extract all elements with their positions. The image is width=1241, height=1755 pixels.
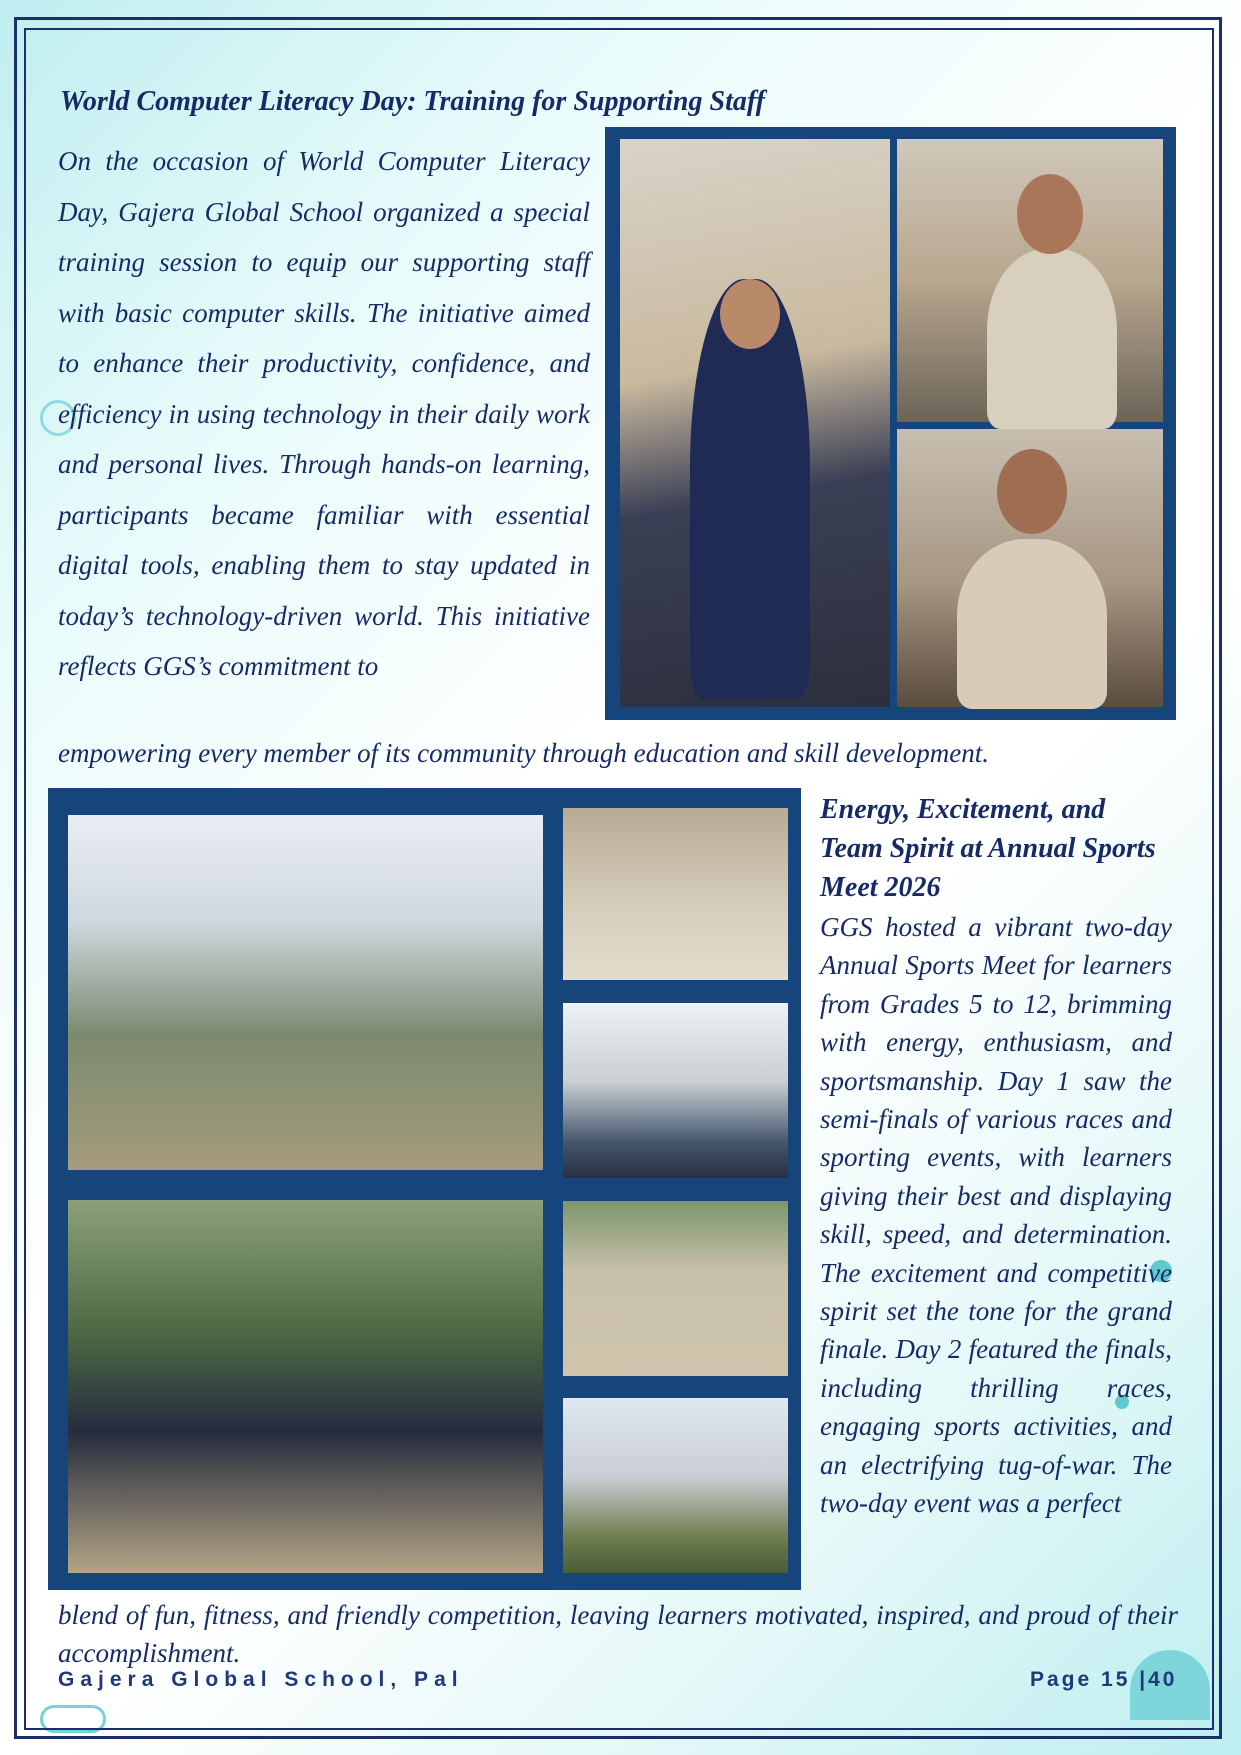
photo-discus-throw	[563, 808, 788, 980]
article-body-end-sports-meet: blend of fun, fitness, and friendly competition, leaving learners motivated, inspired, and proud of their accomplishment.	[58, 1600, 1178, 1668]
article-body-sports-meet: GGS hosted a vibrant two-day Annual Sports Meet for learners from Grades 5 to 12, brimming with energy, enthusiasm, and sportsmanship. Day 1 saw the semi-finals of various races and sporting events, with learners giving their best and displaying skill, speed, and determination. The excitement and competitive spirit set the tone for the grand finale. Day 2 featured the finals, including thrilling races, engaging sports activities, and an electrifying tug-of-war. The two-day event was a perfect	[820, 912, 1172, 1519]
sports-photo-collage	[48, 788, 801, 1590]
person-figure	[987, 249, 1117, 429]
photo-staff-member-1	[897, 139, 1163, 422]
article-title-sports-meet: Energy, Excitement, and Team Spirit at Annual Sports Meet 2026	[820, 794, 1156, 903]
photo-shot-put	[563, 1201, 788, 1376]
footer-school-name: Gajera Global School, Pal	[58, 1668, 464, 1691]
photo-staff-member-2	[897, 429, 1163, 707]
person-head	[720, 279, 780, 349]
photo-march-past	[68, 815, 543, 1170]
article-body-end-computer-literacy: empowering every member of its community through education and skill development.	[58, 738, 990, 768]
article-body-computer-literacy: On the occasion of World Computer Literacy Day, Gajera Global School organized a special training session to equip our supporting staff with basic computer skills. The initiative aimed to enhance their productivity, confidence, and efficiency in using technology in their daily work and personal lives. Through hands-on learning, participants became familiar with essential digital tools, enabling them to stay updated in today’s technology-driven world. This initiative reflects GGS’s commitment to	[58, 146, 590, 681]
training-photo-collage	[605, 127, 1176, 720]
person-figure	[957, 539, 1107, 709]
photo-guests-group	[68, 1200, 543, 1573]
person-head	[1017, 174, 1083, 254]
article-title-computer-literacy: World Computer Literacy Day: Training for Supporting Staff	[60, 86, 765, 117]
photo-high-jump-1	[563, 1003, 788, 1178]
photo-trainer-speaking	[620, 139, 890, 707]
footer-page-number: Page 15 |40	[1030, 1668, 1178, 1691]
person-head	[997, 449, 1067, 534]
photo-high-jump-2	[563, 1398, 788, 1573]
